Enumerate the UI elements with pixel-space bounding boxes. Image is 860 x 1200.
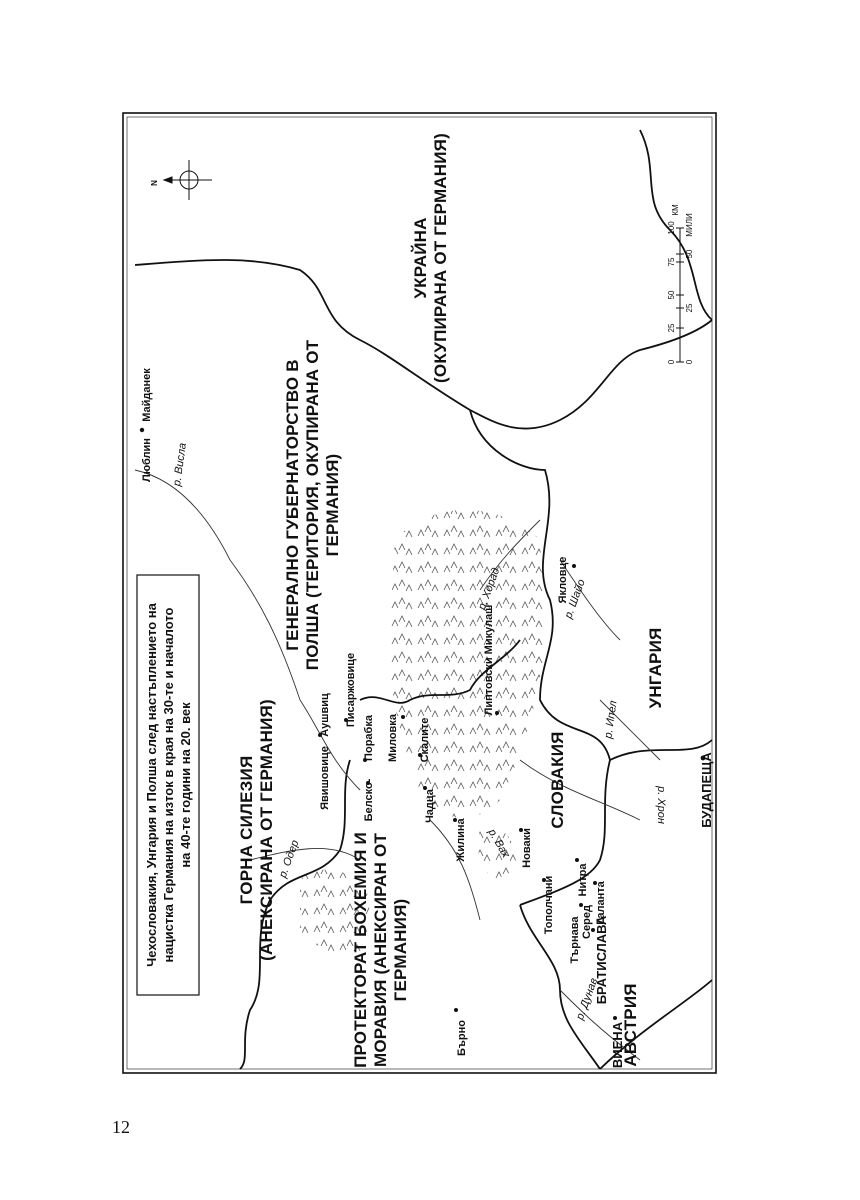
river-vah: р. Вах [485, 826, 512, 861]
scale-mi-50: 50 [685, 249, 694, 259]
region-ukraine-1: УКРАЙНА [411, 217, 430, 299]
compass-north: N [150, 180, 159, 186]
city-porabka: Порабка [363, 715, 375, 761]
caption-line-2: нацистка Германия на изток в края на 30-те и началото [161, 607, 176, 963]
caption-line-1: Чехословакия, Унгария и Полша след настъплението на [144, 603, 159, 967]
city-nitra: Нитра [577, 863, 589, 897]
river-vistula: р. Висла [171, 442, 189, 487]
region-protectorate-1: ПРОТЕКТОРАТ БОХЕМИЯ И [351, 832, 370, 1068]
scale-mi-labels [685, 213, 694, 364]
river-oder: р. Одер [276, 838, 302, 880]
region-hungary: УНГАРИЯ [646, 627, 665, 709]
city-auschwitz: Аушвиц [319, 693, 331, 737]
city-milowka: Миловка [387, 714, 399, 762]
scale-mi-0: 0 [685, 359, 694, 365]
city-topolcany: Тополчани [543, 875, 555, 935]
compass-icon [164, 160, 212, 200]
city-liptovsky: Липтовски Микулаш [483, 604, 495, 716]
city-novaky: Новаки [521, 828, 533, 868]
city-cadca: Чадца [424, 789, 436, 823]
river-ipel: р. Ипел [602, 699, 620, 740]
region-general-government-1: ГЕНЕРАЛНО ГУБЕРНАТОРСТВО В [283, 359, 302, 651]
city-galanta: Галанта [595, 881, 607, 925]
region-general-government-3: ГЕРМАНИЯ) [323, 453, 342, 557]
caption-line-3: на 40-те години на 20. век [178, 702, 193, 868]
region-slovakia: СЛОВАКИЯ [548, 731, 567, 829]
scale-km-75: 75 [667, 257, 676, 267]
city-jaklovce: Якловце [557, 556, 569, 604]
city-bratislava: БРАТИСЛАВА [594, 915, 609, 1005]
city-zilina: Жилина [455, 818, 467, 862]
scale-km-50: 50 [667, 290, 676, 300]
city-labels [141, 368, 714, 1068]
city-majdanek: Майданек [141, 368, 153, 422]
region-protectorate-2: МОРАВИЯ (АНЕКСИРАН ОТ [371, 832, 390, 1068]
city-bielsko: Белско- [363, 778, 375, 822]
river-sajo: р. Шайо [562, 577, 588, 621]
city-trnava: Търнава [569, 916, 581, 964]
scale-km-unit: КМ [671, 204, 680, 216]
city-lublin: Люблин [141, 438, 153, 482]
scale-km-0: 0 [667, 359, 676, 365]
city-budapest: БУДАПЕЩА [699, 752, 714, 828]
city-brno: Бърно [456, 1019, 468, 1057]
scale-km-25: 25 [667, 323, 676, 333]
scale-km-100: 100 [667, 221, 676, 235]
page-number: 12 [112, 1117, 130, 1137]
river-hornad: р. Хорад [476, 566, 503, 612]
city-skalite: Скалите [419, 717, 431, 763]
scale-mi-unit: МИЛИ [685, 213, 694, 237]
city-pisarzowice: Писаржовице [345, 652, 357, 728]
region-austria: АВСТРИЯ [621, 983, 640, 1067]
city-vienna: ВИЕНА [610, 1021, 625, 1069]
city-sered: Серед [581, 905, 593, 939]
scale-mi-25: 25 [685, 303, 694, 313]
region-general-government-2: ПОЛША (ТЕРИТОРИЯ, ОКУПИРАНА ОТ [303, 339, 322, 671]
region-protectorate-3: ГЕРМАНИЯ) [391, 898, 410, 1002]
region-silesia-1: ГОРНА СИЛЕЗИЯ [237, 755, 256, 905]
river-hron: р. Хрон [655, 786, 667, 824]
river-danube: р. Дунав [574, 976, 601, 1022]
region-silesia-2: (АНЕКСИРАНА ОТ ГЕРМАНИЯ) [257, 699, 276, 961]
city-jawiszowice: Явишовице [319, 746, 331, 810]
region-ukraine-2: (ОКУПИРАНА ОТ ГЕРМАНИЯ) [431, 133, 450, 383]
